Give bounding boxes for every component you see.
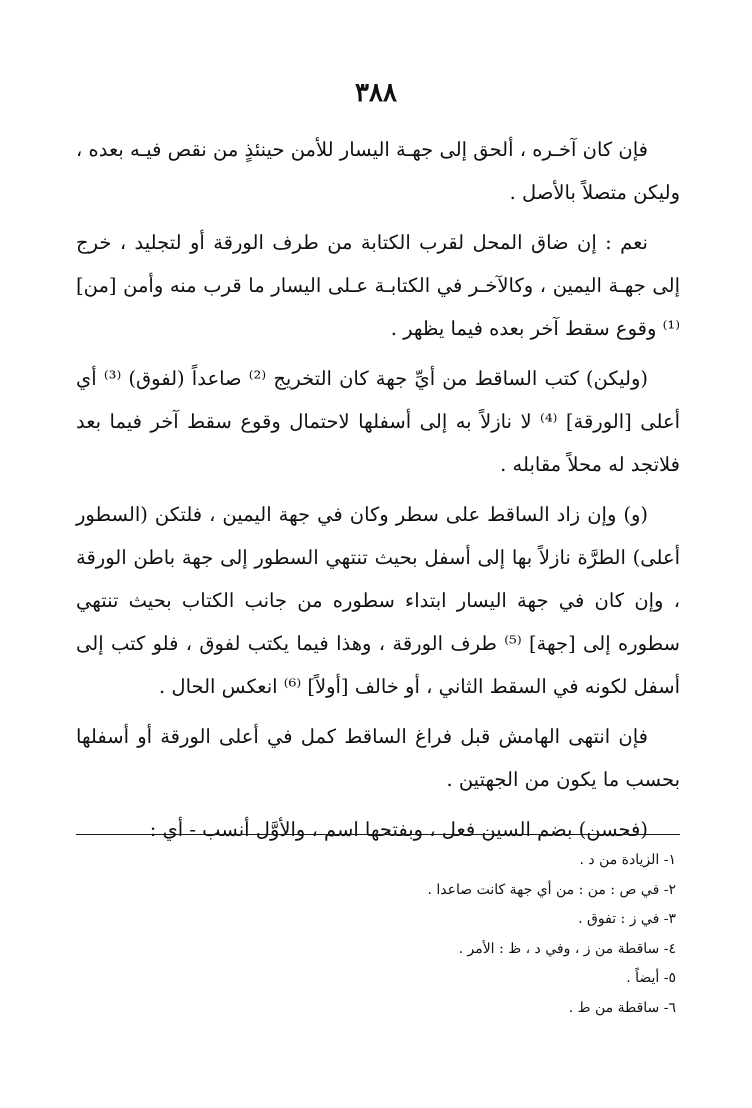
main-text <box>76 128 680 851</box>
paragraph-1: فإن كان آخـره ، ألحق إلى جهـة اليسار للأمن حينئذٍ من نقص فيـه بعده ، وليكن متصلاً بالأصل . <box>76 138 680 204</box>
page-number: ٣٨٨ <box>355 78 397 108</box>
footnotes <box>76 846 680 1023</box>
footnote-3: ٣- في ز : تفوق . <box>578 911 676 927</box>
footnote-6: ٦- ساقطة من ط . <box>568 999 676 1016</box>
footnote-1: ١- الزيادة من د . <box>579 852 676 868</box>
paragraph-3: (وليكن) كتب الساقط من أيِّ جهة كان التخريج ⁽²⁾ صاعداً (لفوق) ⁽³⁾ أي أعلى [الورقة] ⁽⁴⁾ لا نازلاً به إلى أسفلها لاحتمال وقوع سقط آخر فيما بعد فلاتجد له محلاً مقابله . <box>76 367 680 476</box>
paragraph-5: فإن انتهى الهامش قبل فراغ الساقط كمل في أعلى الورقة أو أسفلها بحسب ما يكون من الجهتين . <box>76 725 680 791</box>
footnote-2: ٢- في ص : من : من أي جهة كانت صاعدا . <box>427 881 676 898</box>
footnote-4: ٤- ساقطة من ز ، وفي د ، ظ : الأمر . <box>458 940 676 957</box>
paragraph-2: نعم : إن ضاق المحل لقرب الكتابة من طرف الورقة أو لتجليد ، خرج إلى جهـة اليمين ، وكالآخـر في الكتابـة عـلى اليسار ما قرب منه وأمن [من] ⁽¹⁾ وقوع سقط آخر بعده فيما يظهر . <box>76 231 680 340</box>
footnote-5: ٥- أيضاً . <box>626 970 676 986</box>
footnote-divider <box>76 834 680 835</box>
paragraph-6: (فحسن) بضم السين فعل ، وبفتحها اسم ، والأوَّل أنسب - أي : <box>149 818 648 841</box>
paragraph-4: (و) وإن زاد الساقط على سطر وكان في جهة اليمين ، فلتكن (السطور أعلى) الطرَّة نازلاً بها إلى أسفل بحيث تنتهي السطور إلى جهة باطن الورقة ، وإن كان في جهة اليسار ابتداء سطوره من جانب الكتاب بحيث تنتهي سطوره إلى [جهة] ⁽⁵⁾ طرف الورقة ، وهذا فيما يكتب لفوق ، فلو كتب إلى أسفل لكونه في السقط الثاني ، أو خالف [أولاً] ⁽⁶⁾ انعكس الحال . <box>76 503 680 698</box>
